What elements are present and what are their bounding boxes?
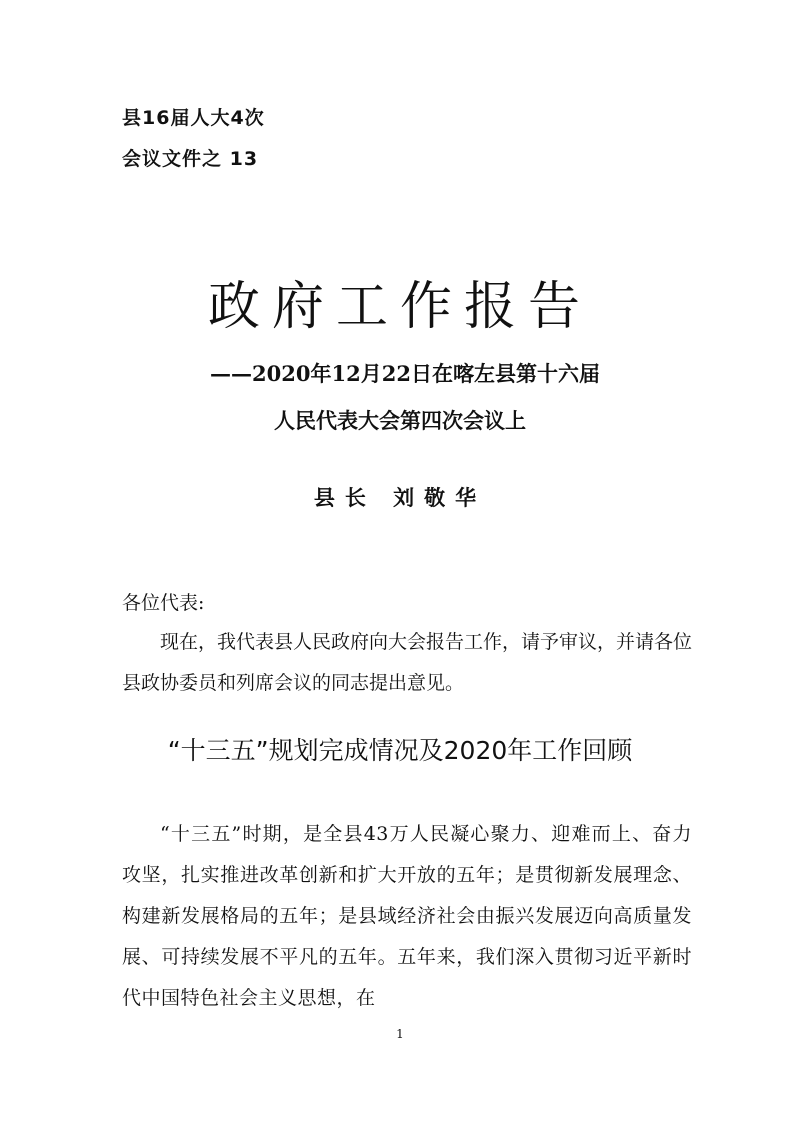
- page-title: 政府工作报告: [207, 276, 592, 337]
- subtitle-line-1: ——2020年12月22日在喀左县第十六届: [210, 361, 600, 386]
- intro-paragraph: 现在，我代表县人民政府向大会报告工作，请予审议，并请各位县政协委员和列席会议的同志提出意见。: [122, 631, 693, 694]
- review-paragraph: “十三五”时期，是全县43万人民凝心聚力、迎难而上、奋力攻坚，扎实推进改革创新和扩大开放的五年；是贯彻新发展理念、构建新发展格局的五年；是县域经济社会由振兴发展迈向高质量发展、可持续发展不平凡的五年。五年来，我们深入贯彻习近平新时代中国特色社会主义思想，在: [122, 823, 692, 1009]
- section-heading: “十三五”规划完成情况及2020年工作回顾: [167, 736, 633, 765]
- subtitle-line-2: 人民代表大会第四次会议上: [274, 408, 526, 433]
- page-number: 1: [396, 1027, 404, 1041]
- document-number-line-1: 县16届人大4次: [122, 107, 265, 129]
- speaker-name: 县长 刘敬华: [313, 485, 487, 510]
- document-number-line-2: 会议文件之 13: [122, 148, 259, 170]
- salutation: 各位代表:: [122, 592, 205, 614]
